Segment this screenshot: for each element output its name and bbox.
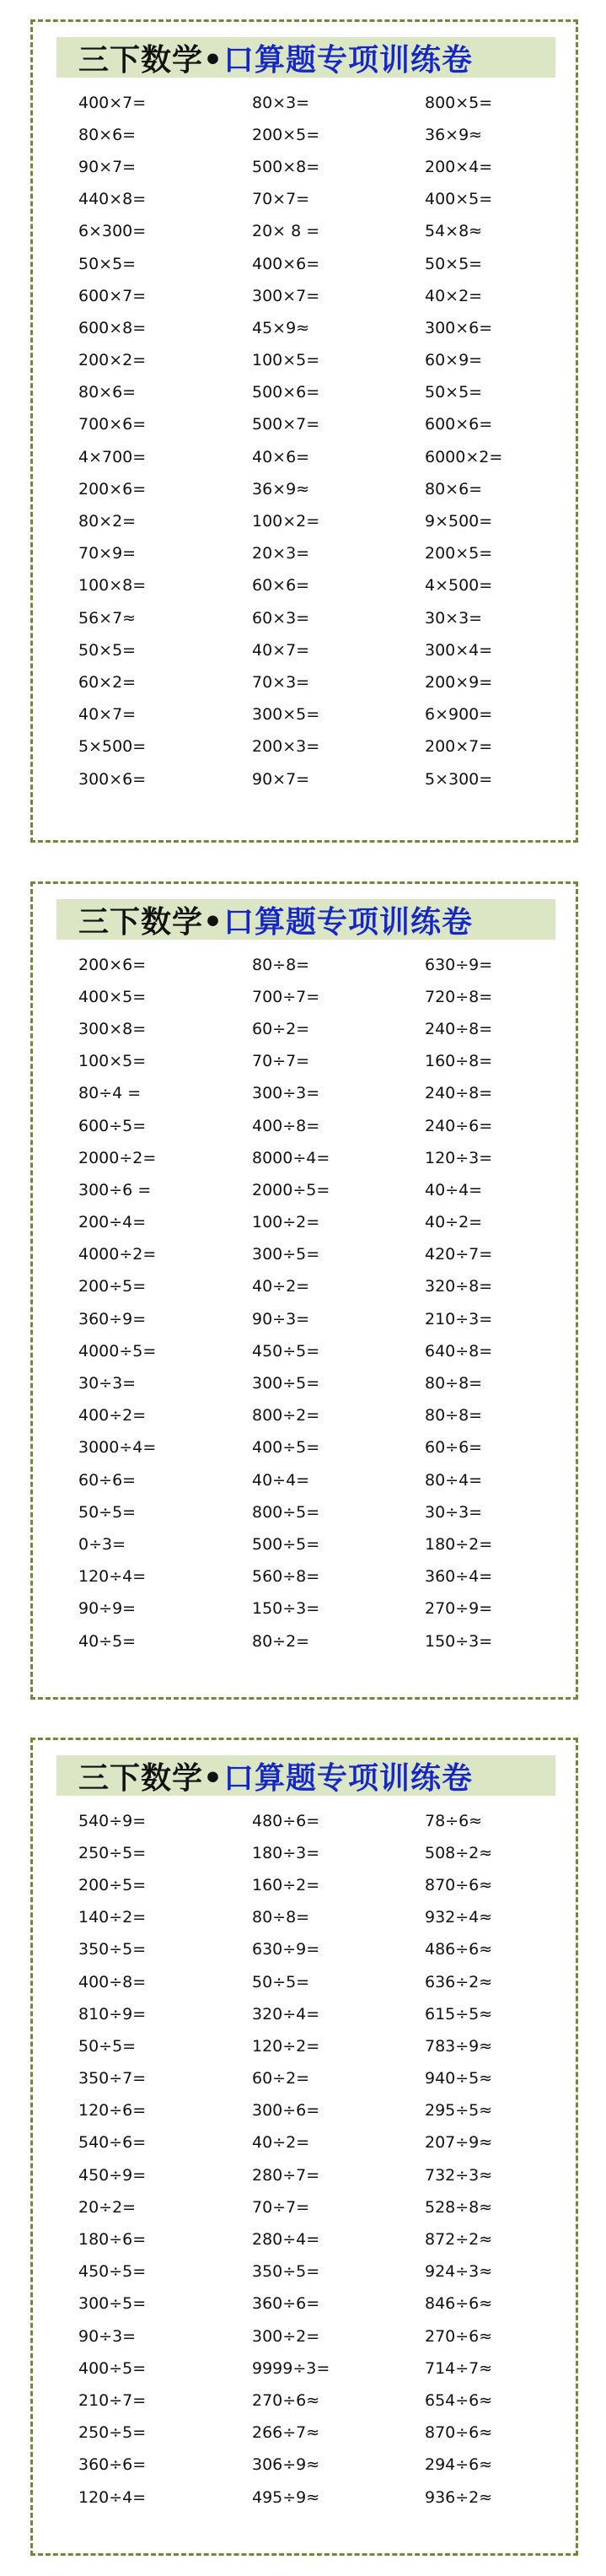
arithmetic-problem: 40×2= — [425, 286, 483, 305]
arithmetic-problem: 700÷7= — [252, 987, 320, 1006]
arithmetic-problem: 40÷4= — [252, 1470, 310, 1490]
arithmetic-problem: 9999÷3= — [252, 2358, 330, 2378]
problem-grid — [78, 87, 577, 795]
arithmetic-problem: 270÷6≈ — [252, 2390, 320, 2410]
arithmetic-problem: 560÷8= — [252, 1567, 320, 1587]
arithmetic-problem: 80÷8= — [425, 1374, 483, 1393]
arithmetic-problem: 600×8= — [78, 318, 147, 337]
arithmetic-problem: 486÷6≈ — [425, 1940, 493, 1959]
arithmetic-problem: 200÷4= — [78, 1213, 147, 1232]
title-main: 口算题专项训练卷 — [223, 42, 474, 78]
arithmetic-problem: 266÷7≈ — [252, 2423, 320, 2443]
arithmetic-problem: 78÷6≈ — [425, 1811, 483, 1830]
worksheet-title — [56, 1755, 555, 1796]
arithmetic-problem: 320÷4= — [252, 2004, 320, 2024]
arithmetic-problem: 100×8= — [78, 576, 147, 595]
arithmetic-problem: 714÷7≈ — [425, 2358, 493, 2378]
arithmetic-problem: 70×9= — [78, 544, 137, 563]
arithmetic-problem: 180÷6= — [78, 2230, 147, 2250]
arithmetic-problem: 300×4= — [425, 640, 493, 660]
worksheet-title — [56, 37, 555, 78]
arithmetic-problem: 500×8= — [252, 157, 320, 176]
arithmetic-problem: 60÷2= — [252, 2069, 310, 2088]
arithmetic-problem: 90×7= — [78, 157, 137, 176]
arithmetic-problem: 50÷5= — [252, 1972, 310, 1991]
arithmetic-problem: 200×6= — [78, 955, 147, 974]
arithmetic-problem: 600÷5= — [78, 1116, 147, 1135]
arithmetic-problem: 80÷4= — [425, 1470, 483, 1490]
arithmetic-problem: 210÷7= — [78, 2390, 147, 2410]
arithmetic-problem: 450÷5= — [78, 2262, 147, 2282]
arithmetic-problem: 80×6= — [78, 125, 137, 144]
arithmetic-problem: 60÷6= — [425, 1438, 483, 1458]
arithmetic-problem: 400÷8= — [78, 1972, 147, 1991]
arithmetic-problem: 295÷5≈ — [425, 2101, 493, 2121]
arithmetic-problem: 4×500= — [425, 576, 493, 595]
arithmetic-problem: 732÷3≈ — [425, 2165, 493, 2185]
arithmetic-problem: 80÷8= — [252, 955, 310, 974]
arithmetic-problem: 600×7= — [78, 286, 147, 305]
arithmetic-problem: 306÷9≈ — [252, 2455, 320, 2475]
arithmetic-problem: 280÷4= — [252, 2230, 320, 2250]
arithmetic-problem: 200×5= — [425, 544, 493, 563]
worksheet-2 — [30, 881, 578, 1700]
arithmetic-problem: 400×5= — [78, 987, 147, 1006]
arithmetic-problem: 600×6= — [425, 415, 493, 434]
arithmetic-problem: 90÷3= — [78, 2326, 137, 2346]
arithmetic-problem: 783÷9≈ — [425, 2036, 493, 2056]
problem-grid — [78, 1805, 577, 2514]
arithmetic-problem: 200×9= — [425, 672, 493, 692]
arithmetic-problem: 800÷2= — [252, 1406, 320, 1425]
arithmetic-problem: 70×7= — [252, 190, 310, 209]
arithmetic-problem: 300÷5= — [78, 2294, 147, 2314]
problem-grid — [78, 949, 577, 1657]
arithmetic-problem: 80÷8= — [252, 1908, 310, 1927]
arithmetic-problem: 207÷9≈ — [425, 2133, 493, 2153]
arithmetic-problem: 300×8= — [78, 1019, 147, 1038]
arithmetic-problem: 400×6= — [252, 254, 320, 273]
arithmetic-problem: 20×3= — [252, 544, 310, 563]
arithmetic-problem: 508÷2≈ — [425, 1843, 493, 1862]
arithmetic-problem: 60×3= — [252, 608, 310, 628]
arithmetic-problem: 400×5= — [425, 190, 493, 209]
arithmetic-problem: 800÷5= — [252, 1502, 320, 1522]
arithmetic-problem: 120÷6= — [78, 2101, 147, 2121]
arithmetic-problem: 40×6= — [252, 447, 310, 466]
arithmetic-problem: 60÷2= — [252, 1019, 310, 1038]
arithmetic-problem: 40÷2= — [425, 1213, 483, 1232]
arithmetic-problem: 3000÷4= — [78, 1438, 157, 1458]
arithmetic-problem: 40÷5= — [78, 1631, 137, 1651]
arithmetic-problem: 200÷5= — [78, 1277, 147, 1296]
arithmetic-problem: 450÷9= — [78, 2165, 147, 2185]
arithmetic-problem: 80×2= — [78, 512, 137, 531]
arithmetic-problem: 6×900= — [425, 705, 493, 725]
arithmetic-problem: 150÷3= — [252, 1599, 320, 1619]
title-prefix: 三下数学• — [78, 1760, 224, 1796]
arithmetic-problem: 932÷4≈ — [425, 1908, 493, 1927]
arithmetic-problem: 250÷5= — [78, 2423, 147, 2443]
arithmetic-problem: 30×3= — [425, 608, 483, 628]
arithmetic-problem: 210÷3= — [425, 1309, 493, 1328]
arithmetic-problem: 500×7= — [252, 415, 320, 434]
arithmetic-problem: 90÷3= — [252, 1309, 310, 1328]
arithmetic-problem: 5×300= — [425, 769, 493, 789]
arithmetic-problem: 80÷8= — [425, 1406, 483, 1425]
arithmetic-problem: 400÷5= — [252, 1438, 320, 1458]
arithmetic-problem: 20× 8 = — [252, 222, 320, 241]
arithmetic-problem: 30÷3= — [78, 1374, 137, 1393]
arithmetic-problem: 90÷9= — [78, 1599, 137, 1619]
title-prefix: 三下数学• — [78, 904, 224, 940]
arithmetic-problem: 294÷6≈ — [425, 2455, 493, 2475]
arithmetic-problem: 320÷8= — [425, 1277, 493, 1296]
arithmetic-problem: 40÷4= — [425, 1180, 483, 1199]
arithmetic-problem: 70×3= — [252, 672, 310, 692]
arithmetic-problem: 870÷6≈ — [425, 1875, 493, 1894]
arithmetic-problem: 940÷5≈ — [425, 2069, 493, 2088]
arithmetic-problem: 300×6= — [78, 769, 147, 789]
arithmetic-problem: 40÷2= — [252, 1277, 310, 1296]
arithmetic-problem: 80÷2= — [252, 1631, 310, 1651]
arithmetic-problem: 200×7= — [425, 737, 493, 757]
arithmetic-problem: 50×5= — [78, 640, 137, 660]
arithmetic-problem: 480÷6= — [252, 1811, 320, 1830]
arithmetic-problem: 450÷5= — [252, 1341, 320, 1361]
arithmetic-problem: 924÷3≈ — [425, 2262, 493, 2282]
arithmetic-problem: 240÷6= — [425, 1116, 493, 1135]
arithmetic-problem: 200×5= — [252, 125, 320, 144]
arithmetic-problem: 300÷5= — [252, 1374, 320, 1393]
arithmetic-problem: 100÷2= — [252, 1213, 320, 1232]
arithmetic-problem: 350÷5= — [78, 1940, 147, 1959]
arithmetic-problem: 846÷6≈ — [425, 2294, 493, 2314]
arithmetic-problem: 80÷4 = — [78, 1084, 142, 1103]
arithmetic-problem: 60×9= — [425, 351, 483, 370]
arithmetic-problem: 400÷5= — [78, 2358, 147, 2378]
arithmetic-problem: 0÷3= — [78, 1534, 126, 1554]
arithmetic-problem: 180÷3= — [252, 1843, 320, 1862]
arithmetic-problem: 50÷5= — [78, 1502, 137, 1522]
arithmetic-problem: 56×7≈ — [78, 608, 137, 628]
arithmetic-problem: 540÷9= — [78, 1811, 147, 1830]
arithmetic-problem: 70÷7= — [252, 2197, 310, 2217]
arithmetic-problem: 495÷9≈ — [252, 2487, 320, 2507]
arithmetic-problem: 9×500= — [425, 512, 493, 531]
arithmetic-problem: 5×500= — [78, 737, 147, 757]
arithmetic-problem: 400÷8= — [252, 1116, 320, 1135]
arithmetic-problem: 280÷7= — [252, 2165, 320, 2185]
arithmetic-problem: 140÷2= — [78, 1908, 147, 1927]
arithmetic-problem: 200÷5= — [78, 1875, 147, 1894]
arithmetic-problem: 540÷6= — [78, 2133, 147, 2153]
arithmetic-problem: 630÷9= — [425, 955, 493, 974]
arithmetic-problem: 200×2= — [78, 351, 147, 370]
arithmetic-problem: 160÷2= — [252, 1875, 320, 1894]
arithmetic-problem: 160÷8= — [425, 1052, 493, 1071]
arithmetic-problem: 360÷6= — [252, 2294, 320, 2314]
arithmetic-problem: 300×7= — [252, 286, 320, 305]
arithmetic-problem: 70÷7= — [252, 1052, 310, 1071]
arithmetic-problem: 270÷6≈ — [425, 2326, 493, 2346]
arithmetic-problem: 810÷9= — [78, 2004, 147, 2024]
worksheet-1 — [30, 19, 578, 843]
arithmetic-problem: 500÷5= — [252, 1534, 320, 1554]
arithmetic-problem: 528÷8≈ — [425, 2197, 493, 2217]
arithmetic-problem: 80×6= — [425, 479, 483, 498]
arithmetic-problem: 50×5= — [425, 383, 483, 402]
arithmetic-problem: 60×2= — [78, 672, 137, 692]
title-prefix: 三下数学• — [78, 42, 224, 78]
arithmetic-problem: 4000÷2= — [78, 1245, 157, 1264]
arithmetic-problem: 400÷2= — [78, 1406, 147, 1425]
arithmetic-problem: 100×5= — [252, 351, 320, 370]
arithmetic-problem: 400×7= — [78, 93, 147, 112]
arithmetic-problem: 615÷5≈ — [425, 2004, 493, 2024]
arithmetic-problem: 300÷6= — [252, 2101, 320, 2121]
arithmetic-problem: 150÷3= — [425, 1631, 493, 1651]
title-main: 口算题专项训练卷 — [223, 904, 474, 940]
worksheet-3 — [30, 1738, 578, 2556]
arithmetic-problem: 300÷6 = — [78, 1180, 152, 1199]
title-main: 口算题专项训练卷 — [223, 1760, 474, 1796]
arithmetic-problem: 80×3= — [252, 93, 310, 112]
arithmetic-problem: 420÷7= — [425, 1245, 493, 1264]
arithmetic-problem: 500×6= — [252, 383, 320, 402]
arithmetic-problem: 200×4= — [425, 157, 493, 176]
arithmetic-problem: 300÷2= — [252, 2326, 320, 2346]
arithmetic-problem: 120÷4= — [78, 2487, 147, 2507]
arithmetic-problem: 60÷6= — [78, 1470, 137, 1490]
arithmetic-problem: 180÷2= — [425, 1534, 493, 1554]
arithmetic-problem: 350÷7= — [78, 2069, 147, 2088]
arithmetic-problem: 2000÷5= — [252, 1180, 330, 1199]
arithmetic-problem: 6×300= — [78, 222, 147, 241]
arithmetic-problem: 800×5= — [425, 93, 493, 112]
arithmetic-problem: 640÷8= — [425, 1341, 493, 1361]
arithmetic-problem: 90×7= — [252, 769, 310, 789]
arithmetic-problem: 300×5= — [252, 705, 320, 725]
arithmetic-problem: 40×7= — [78, 705, 137, 725]
arithmetic-problem: 4×700= — [78, 447, 147, 466]
arithmetic-problem: 45×9≈ — [252, 318, 310, 337]
arithmetic-problem: 700×6= — [78, 415, 147, 434]
arithmetic-problem: 6000×2= — [425, 447, 503, 466]
arithmetic-problem: 50×5= — [78, 254, 137, 273]
arithmetic-problem: 100×5= — [78, 1052, 147, 1071]
arithmetic-problem: 60×6= — [252, 576, 310, 595]
arithmetic-problem: 360÷9= — [78, 1309, 147, 1328]
arithmetic-problem: 120÷3= — [425, 1148, 493, 1167]
arithmetic-problem: 870÷6≈ — [425, 2423, 493, 2443]
arithmetic-problem: 120÷4= — [78, 1567, 147, 1587]
arithmetic-problem: 50÷5= — [78, 2036, 137, 2056]
arithmetic-problem: 300×6= — [425, 318, 493, 337]
worksheet-title — [56, 899, 555, 940]
arithmetic-problem: 2000÷2= — [78, 1148, 157, 1167]
arithmetic-problem: 36×9≈ — [252, 479, 310, 498]
arithmetic-problem: 636÷2≈ — [425, 1972, 493, 1991]
arithmetic-problem: 4000÷5= — [78, 1341, 157, 1361]
arithmetic-problem: 240÷8= — [425, 1019, 493, 1038]
arithmetic-problem: 54×8≈ — [425, 222, 483, 241]
arithmetic-problem: 200×3= — [252, 737, 320, 757]
arithmetic-problem: 300÷3= — [252, 1084, 320, 1103]
arithmetic-problem: 360÷6= — [78, 2455, 147, 2475]
arithmetic-problem: 270÷9= — [425, 1599, 493, 1619]
arithmetic-problem: 936÷2≈ — [425, 2487, 493, 2507]
arithmetic-problem: 8000÷4= — [252, 1148, 330, 1167]
arithmetic-problem: 350÷5= — [252, 2262, 320, 2282]
arithmetic-problem: 630÷9= — [252, 1940, 320, 1959]
arithmetic-problem: 36×9≈ — [425, 125, 483, 144]
arithmetic-problem: 30÷3= — [425, 1502, 483, 1522]
arithmetic-problem: 80×6= — [78, 383, 137, 402]
arithmetic-problem: 120÷2= — [252, 2036, 320, 2056]
arithmetic-problem: 250÷5= — [78, 1843, 147, 1862]
arithmetic-problem: 40×7= — [252, 640, 310, 660]
arithmetic-problem: 720÷8= — [425, 987, 493, 1006]
arithmetic-problem: 50×5= — [425, 254, 483, 273]
arithmetic-problem: 200×6= — [78, 479, 147, 498]
arithmetic-problem: 654÷6≈ — [425, 2390, 493, 2410]
arithmetic-problem: 240÷8= — [425, 1084, 493, 1103]
arithmetic-problem: 100×2= — [252, 512, 320, 531]
arithmetic-problem: 440×8= — [78, 190, 147, 209]
arithmetic-problem: 300÷5= — [252, 1245, 320, 1264]
arithmetic-problem: 872÷2≈ — [425, 2230, 493, 2250]
arithmetic-problem: 40÷2= — [252, 2133, 310, 2153]
arithmetic-problem: 20÷2= — [78, 2197, 137, 2217]
arithmetic-problem: 360÷4= — [425, 1567, 493, 1587]
